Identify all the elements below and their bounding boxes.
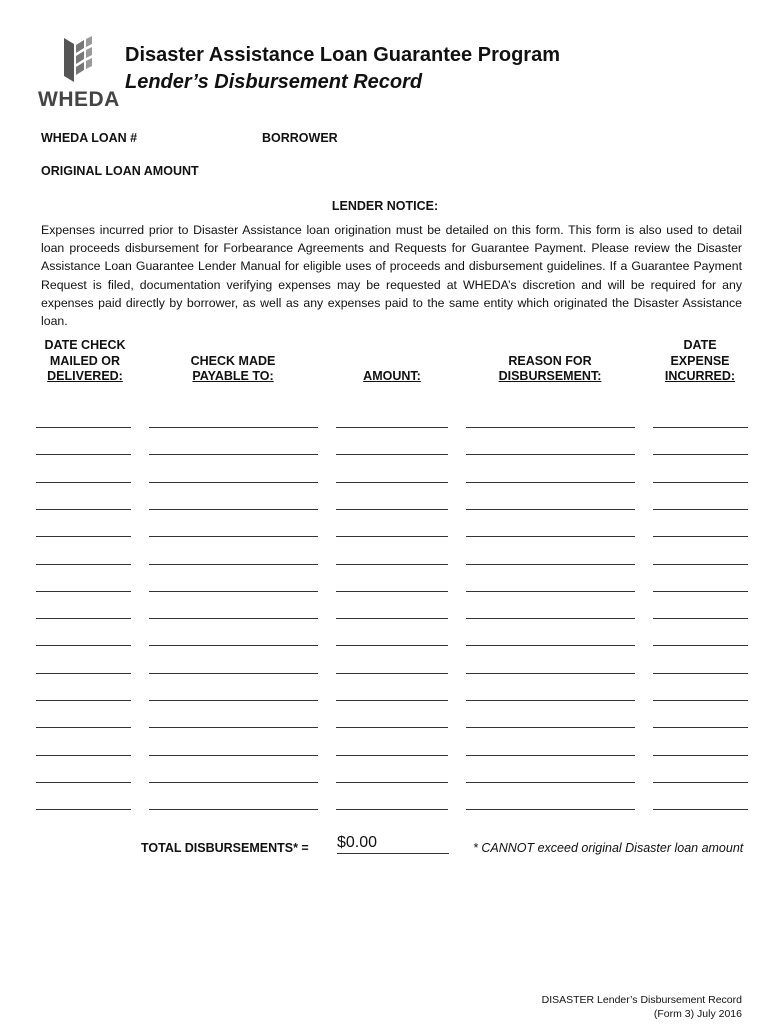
entry-line-payable-to[interactable]: [149, 755, 318, 756]
entry-line-reason[interactable]: [466, 755, 635, 756]
entry-line-date-incurred[interactable]: [653, 482, 748, 483]
entry-line-reason[interactable]: [466, 509, 635, 510]
total-label: TOTAL DISBURSEMENTS* =: [141, 841, 309, 855]
entry-line-date-incurred[interactable]: [653, 809, 748, 810]
entry-line-amount[interactable]: [336, 564, 448, 565]
entry-line-reason[interactable]: [466, 591, 635, 592]
entry-line-date-incurred[interactable]: [653, 454, 748, 455]
entry-line-date-incurred[interactable]: [653, 645, 748, 646]
entry-line-reason[interactable]: [466, 727, 635, 728]
page-subtitle: Lender’s Disbursement Record: [125, 71, 423, 93]
entry-line-reason[interactable]: [466, 673, 635, 674]
entry-line-reason[interactable]: [466, 454, 635, 455]
notice-heading: LENDER NOTICE:: [331, 199, 439, 213]
entry-line-payable-to[interactable]: [149, 454, 318, 455]
entry-line-date-mailed[interactable]: [36, 564, 131, 565]
entry-line-date-incurred[interactable]: [653, 700, 748, 701]
entry-line-amount[interactable]: [336, 427, 448, 428]
total-footnote: * CANNOT exceed original Disaster loan amount: [473, 841, 744, 855]
entry-line-date-mailed[interactable]: [36, 454, 131, 455]
entry-line-payable-to[interactable]: [149, 618, 318, 619]
notice-text: Expenses incurred prior to Disaster Assistance loan origination must be detailed on this form. This form is also used to detail loan proceeds disbursement for Forbearance Agreements and Requests for Guarantee Payment. Please review the Disaster Assistance Loan Guarantee Lender Manual for eligible uses of proceeds and disbursement guidelines. If a Guarantee Payment Request is filed, documentation verifying expenses may be requested at WHEDA’s discretion and will be required for any expenses paid directly by borrower, as well as any expenses paid to the same entity which originated the Disaster Assistance loan.: [41, 223, 742, 329]
entry-line-amount[interactable]: [336, 454, 448, 455]
entry-line-date-mailed[interactable]: [36, 782, 131, 783]
entry-line-date-incurred[interactable]: [653, 618, 748, 619]
entry-line-reason[interactable]: [466, 536, 635, 537]
entry-line-date-incurred[interactable]: [653, 673, 748, 674]
entry-line-payable-to[interactable]: [149, 673, 318, 674]
entry-line-reason[interactable]: [466, 618, 635, 619]
entry-line-payable-to[interactable]: [149, 482, 318, 483]
entry-line-date-mailed[interactable]: [36, 509, 131, 510]
column-header-date-mailed: DATE CHECK MAILED OR DELIVERED:: [44, 338, 126, 383]
entry-line-amount[interactable]: [336, 618, 448, 619]
entry-line-amount[interactable]: [336, 536, 448, 537]
entry-line-date-mailed[interactable]: [36, 645, 131, 646]
footer-line-1: DISASTER Lender’s Disbursement Record: [541, 994, 742, 1006]
footer-line-2: (Form 3) July 2016: [653, 1008, 742, 1020]
entry-line-amount[interactable]: [336, 509, 448, 510]
loan-number-label: WHEDA LOAN #: [41, 131, 138, 145]
entry-line-amount[interactable]: [336, 673, 448, 674]
column-header-payable-to: CHECK MADE PAYABLE TO:: [190, 353, 276, 383]
entry-line-date-mailed[interactable]: [36, 673, 131, 674]
column-header-amount: AMOUNT:: [363, 369, 421, 383]
entry-line-date-incurred[interactable]: [653, 427, 748, 428]
entry-line-reason[interactable]: [466, 564, 635, 565]
entry-line-reason[interactable]: [466, 427, 635, 428]
borrower-label: BORROWER: [262, 131, 338, 145]
entry-line-date-incurred[interactable]: [653, 536, 748, 537]
entry-line-amount[interactable]: [336, 645, 448, 646]
entry-line-amount[interactable]: [336, 482, 448, 483]
entry-line-date-incurred[interactable]: [653, 591, 748, 592]
entry-line-amount[interactable]: [336, 727, 448, 728]
form-footer: [542, 993, 742, 1021]
entry-line-amount[interactable]: [336, 591, 448, 592]
entry-line-payable-to[interactable]: [149, 591, 318, 592]
entry-line-date-incurred[interactable]: [653, 509, 748, 510]
entry-line-reason[interactable]: [466, 782, 635, 783]
entry-line-reason[interactable]: [466, 482, 635, 483]
entry-line-date-mailed[interactable]: [36, 618, 131, 619]
entry-line-amount[interactable]: [336, 809, 448, 810]
entry-line-amount[interactable]: [336, 755, 448, 756]
entry-line-date-incurred[interactable]: [653, 755, 748, 756]
column-header-reason: REASON FOR DISBURSEMENT:: [498, 353, 602, 383]
entry-line-date-mailed[interactable]: [36, 591, 131, 592]
entry-line-reason[interactable]: [466, 809, 635, 810]
wheda-logo-mark: [60, 36, 120, 86]
entry-line-date-mailed[interactable]: [36, 809, 131, 810]
entry-line-date-incurred[interactable]: [653, 727, 748, 728]
entry-line-date-incurred[interactable]: [653, 564, 748, 565]
entry-line-amount[interactable]: [336, 700, 448, 701]
entry-line-date-mailed[interactable]: [36, 755, 131, 756]
column-header-date-incurred: DATE EXPENSE INCURRED:: [664, 338, 736, 383]
entry-line-payable-to[interactable]: [149, 645, 318, 646]
entry-line-date-incurred[interactable]: [653, 782, 748, 783]
entry-line-date-mailed[interactable]: [36, 536, 131, 537]
entry-line-amount[interactable]: [336, 782, 448, 783]
entry-line-payable-to[interactable]: [149, 782, 318, 783]
entry-line-payable-to[interactable]: [149, 564, 318, 565]
original-amount-label: ORIGINAL LOAN AMOUNT: [41, 164, 199, 178]
entry-line-payable-to[interactable]: [149, 509, 318, 510]
entry-line-payable-to[interactable]: [149, 700, 318, 701]
entry-line-reason[interactable]: [466, 645, 635, 646]
entry-line-date-mailed[interactable]: [36, 700, 131, 701]
entry-line-payable-to[interactable]: [149, 809, 318, 810]
entry-line-date-mailed[interactable]: [36, 727, 131, 728]
entry-line-payable-to[interactable]: [149, 727, 318, 728]
total-value-field[interactable]: $0.00: [337, 834, 449, 854]
entry-line-date-mailed[interactable]: [36, 482, 131, 483]
entry-line-date-mailed[interactable]: [36, 427, 131, 428]
entry-line-payable-to[interactable]: [149, 427, 318, 428]
entry-line-reason[interactable]: [466, 700, 635, 701]
wheda-logo-text: WHEDA: [38, 88, 120, 111]
wheda-logo: [36, 36, 120, 112]
entry-line-payable-to[interactable]: [149, 536, 318, 537]
page-title: Disaster Assistance Loan Guarantee Program: [125, 44, 560, 66]
